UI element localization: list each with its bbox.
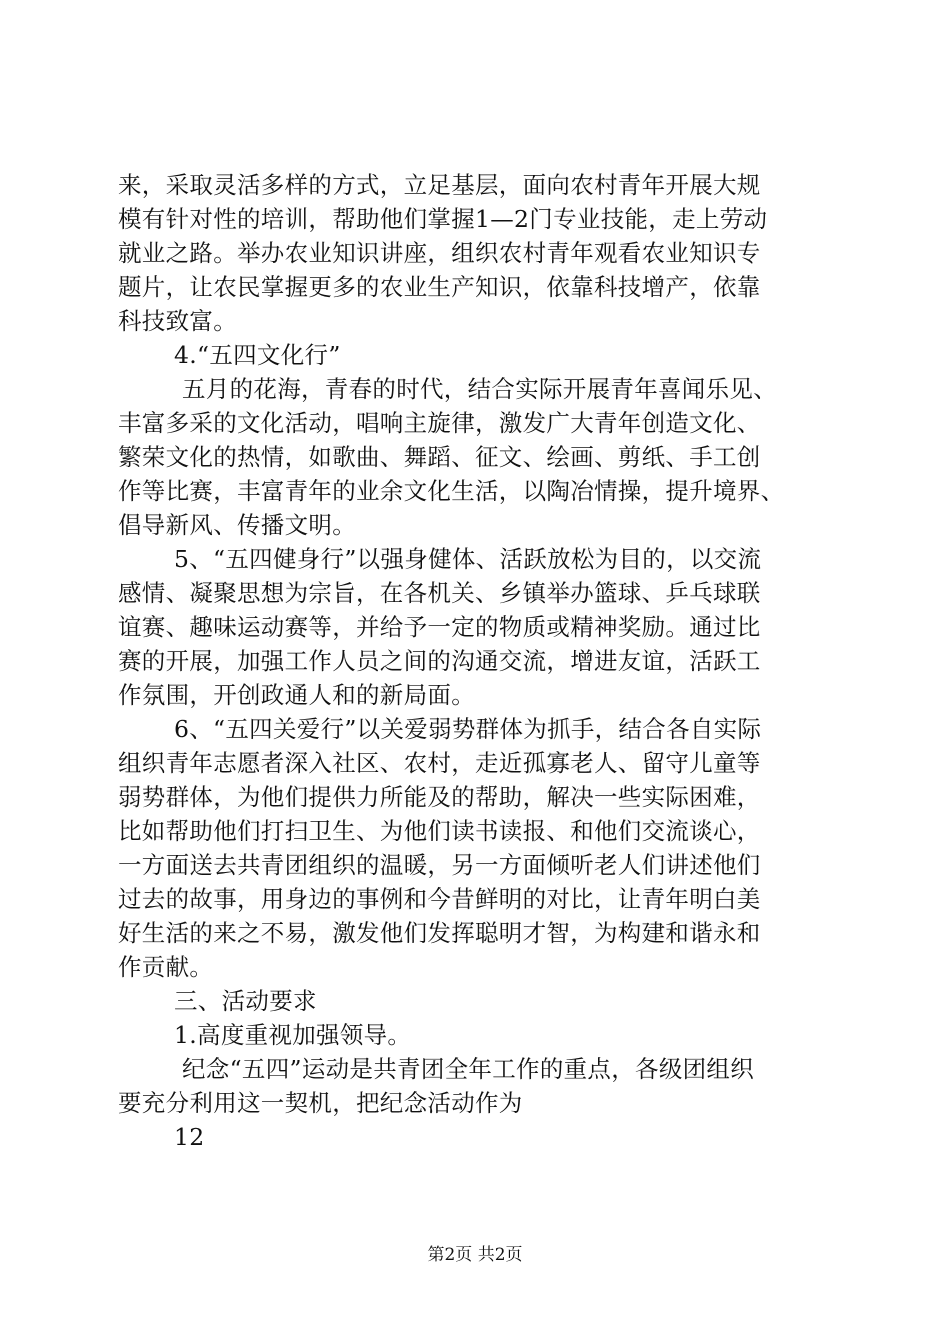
text-line: 作贡献。 [118,953,214,981]
text-line: 题片，让农民掌握更多的农业生产知识，依靠科技增产，依靠 [118,273,761,301]
text-line: 4.“五四文化行” [174,341,341,369]
text-line: 模有针对性的培训，帮助他们掌握1—2门专业技能，走上劳动 [118,205,768,233]
text-line: 赛的开展，加强工作人员之间的沟通交流，增进友谊，活跃工 [118,647,761,675]
text-line: 纪念“五四”运动是共青团全年工作的重点，各级团组织 [182,1055,755,1083]
text-line: 谊赛、趣味运动赛等，并给予一定的物质或精神奖励。通过比 [118,613,761,641]
text-line: 倡导新风、传播文明。 [118,511,356,539]
text-line: 6、“五四关爱行”以关爱弱势群体为抓手，结合各自实际 [174,715,762,743]
text-line: 就业之路。举办农业知识讲座，组织农村青年观看农业知识专 [118,239,761,267]
text-line: 五月的花海，青春的时代，结合实际开展青年喜闻乐见、 [182,375,777,403]
text-line: 来，采取灵活多样的方式，立足基层，面向农村青年开展大规 [118,171,761,199]
text-line: 好生活的来之不易，激发他们发挥聪明才智，为构建和谐永和 [118,919,761,947]
document-body [118,168,838,1154]
text-line: 过去的故事，用身边的事例和今昔鲜明的对比，让青年明白美 [118,885,761,913]
text-line: 科技致富。 [118,307,237,335]
page-footer: 第2页 共2页 [427,1245,523,1265]
text-line: 作等比赛，丰富青年的业余文化生活，以陶冶情操，提升境界、 [118,477,785,505]
text-line: 12 [174,1123,205,1151]
text-line: 丰富多采的文化活动，唱响主旋律，激发广大青年创造文化、 [118,409,761,437]
text-line: 比如帮助他们打扫卫生、为他们读书读报、和他们交流谈心， [118,817,761,845]
text-line: 三、活动要求 [174,987,317,1015]
text-line: 1.高度重视加强领导。 [174,1021,412,1049]
text-line: 弱势群体，为他们提供力所能及的帮助，解决一些实际困难， [118,783,761,811]
text-line: 要充分利用这一契机，把纪念活动作为 [118,1089,523,1117]
text-line: 5、“五四健身行”以强身健体、活跃放松为目的，以交流 [174,545,762,573]
text-line: 感情、凝聚思想为宗旨，在各机关、乡镇举办篮球、乒乓球联 [118,579,761,607]
text-line: 一方面送去共青团组织的温暖，另一方面倾听老人们讲述他们 [118,851,761,879]
text-line: 作氛围，开创政通人和的新局面。 [118,681,475,709]
text-line: 组织青年志愿者深入社区、农村，走近孤寡老人、留守儿童等 [118,749,761,777]
text-line: 繁荣文化的热情，如歌曲、舞蹈、征文、绘画、剪纸、手工创 [118,443,761,471]
